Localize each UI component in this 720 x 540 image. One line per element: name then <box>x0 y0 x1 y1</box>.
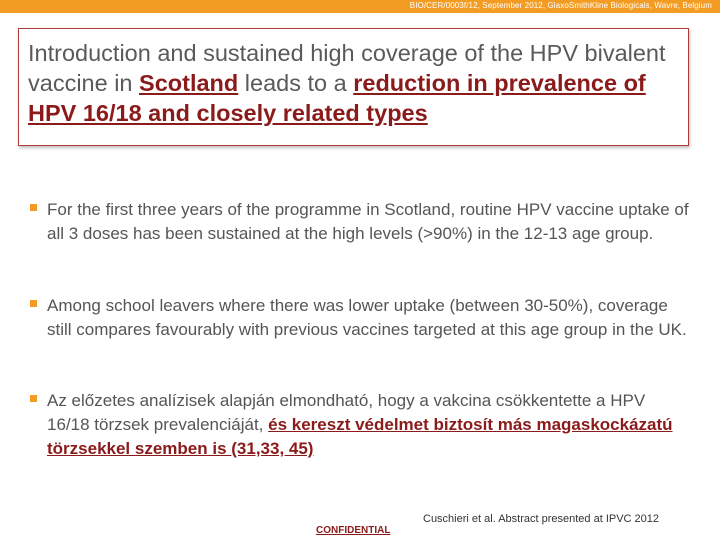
title-part-1: Introduction and sustained high coverage of the HPV bivalent vaccine in <box>28 40 666 96</box>
bullet-text-2: Among school leavers where there was lower uptake (between 30-50%), coverage still compares favourably with previous vaccines targeted at this age group in the UK. <box>47 296 687 339</box>
confidential-label: CONFIDENTIAL <box>316 525 391 536</box>
citation: Cuschieri et al. Abstract presented at IPVC 2012 <box>423 513 660 525</box>
title-part-2: leads to a <box>238 70 354 96</box>
title-highlight-reduction: reduction in prevalence of HPV 16/18 and closely related types <box>28 70 646 126</box>
title-box <box>18 28 689 146</box>
document-reference: BIO/CER/0003f/12, September 2012, GlaxoSmithKline Biologicals, Wavre, Belgium <box>409 1 712 10</box>
bullet-text-3 <box>47 389 692 461</box>
bullet-square-icon <box>30 204 37 211</box>
bullet-square-icon <box>30 395 37 402</box>
bullet-square-icon <box>30 300 37 307</box>
slide-title <box>28 38 683 128</box>
header-bar <box>0 0 720 13</box>
bullet-text-1: For the first three years of the programme in Scotland, routine HPV vaccine uptake of all 3 doses has been sustained at the high levels (>90%) in the 12-13 age group. <box>47 200 689 243</box>
bullet-text-3-emphasis: és kereszt védelmet biztosít más magaskockázatú törzsekkel szemben is (31,33, 45) <box>47 415 673 458</box>
title-highlight-scotland: Scotland <box>139 70 239 96</box>
bullet-text-3-main: Az előzetes analízisek alapján elmondható, hogy a vakcina csökkentette a HPV 16/18 törzsek prevalenciáját, <box>47 391 646 434</box>
